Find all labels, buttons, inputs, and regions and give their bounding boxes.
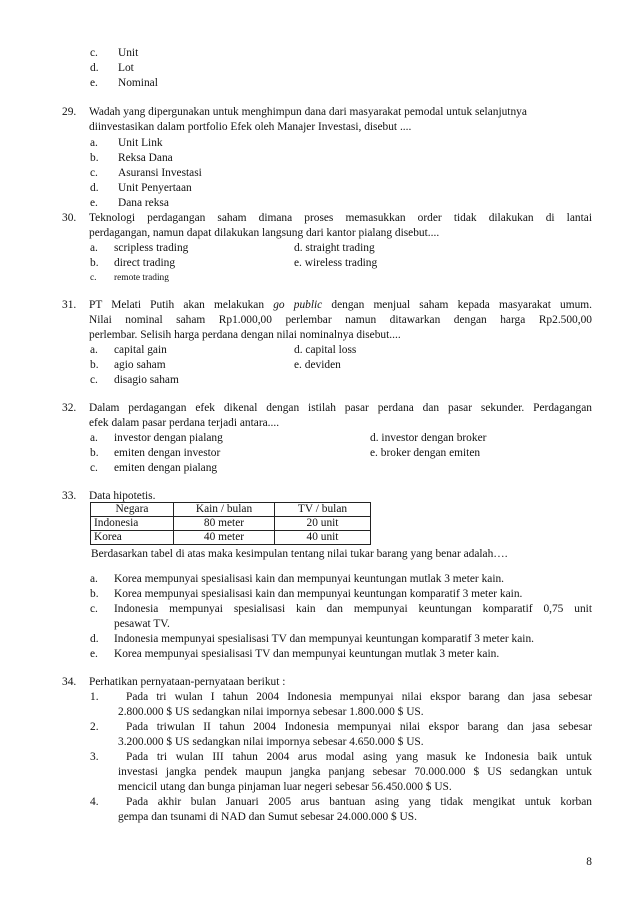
- question-text-part: PT Melati Putih akan melakukan: [89, 299, 265, 311]
- question-text-italic: go public: [273, 299, 323, 311]
- question-text: perdagangan, namun dapat dilakukan langsung dari kantor pialang disebut....: [89, 227, 440, 239]
- option-item: [370, 431, 486, 446]
- question-text: [89, 298, 592, 313]
- option-text: Unit Penyertaan: [118, 182, 192, 194]
- option-text: Korea mempunyai spesialisasi kain dan mempunyai keuntungan mutlak 3 meter kain.: [114, 573, 505, 585]
- option-letter: b.: [90, 257, 99, 269]
- data-table: [90, 502, 371, 545]
- table-header-row: [91, 503, 371, 517]
- statement-text: Pada tri wulan I tahun 2004 Indonesia mempunyai nilai ekspor barang dan jasa sebesar: [126, 691, 592, 703]
- option-letter: b.: [90, 447, 99, 459]
- option-letter: d.: [90, 62, 99, 74]
- page-number: 8: [586, 856, 592, 868]
- option-text: capital gain: [114, 344, 167, 356]
- option-item: [370, 446, 480, 461]
- question-number: 33.: [62, 490, 77, 502]
- option-text: investor dengan pialang: [114, 432, 223, 444]
- table-row: [91, 517, 371, 531]
- statement-text: gempa dan tsunami di NAD dan Sumut sebesar 24.000.000 $ US.: [118, 811, 417, 823]
- statement-text: Pada triwulan II tahun 2004 Indonesia mempunyai nilai ekspor barang dan jasa sebesar: [126, 721, 592, 733]
- question-text: Dalam perdagangan efek dikenal dengan istilah pasar perdana dan pasar sekunder. Perdagangan: [89, 402, 592, 414]
- question-number: 29.: [62, 106, 77, 118]
- option-text: emiten dengan investor: [114, 447, 221, 459]
- option-text: scripless trading: [114, 242, 189, 254]
- question-text: diinvestasikan dalam portfolio Efek oleh Manajer Investasi, disebut ....: [89, 121, 412, 133]
- option-text: Indonesia mempunyai spesialisasi kain dan mempunyai keuntungan komparatif 0,75 unit: [114, 603, 592, 615]
- option-letter: c.: [90, 273, 97, 283]
- question-text: Perhatikan pernyataan-pernyataan berikut :: [89, 676, 286, 688]
- option-letter: a.: [90, 573, 98, 585]
- question-text: perlembar. Selisih harga perdana dengan nilai nominalnya disebut....: [89, 329, 401, 341]
- option-text: Unit: [118, 47, 139, 59]
- option-text: Unit Link: [118, 137, 163, 149]
- statement-text: Pada tri wulan III tahun 2004 arus modal asing yang masuk ke Indonesia baik untuk: [126, 751, 592, 763]
- option-text: Lot: [118, 62, 134, 74]
- question-number: 34.: [62, 676, 77, 688]
- table-header-cell: Negara: [91, 503, 174, 517]
- question-text: Berdasarkan tabel di atas maka kesimpulan tentang nilai tukar barang yang benar adalah….: [91, 548, 508, 560]
- option-letter: e.: [294, 359, 302, 371]
- option-text: emiten dengan pialang: [114, 462, 218, 474]
- option-text: Dana reksa: [118, 197, 169, 209]
- option-item: [294, 343, 356, 358]
- option-text: remote trading: [114, 273, 169, 283]
- statement-number: 3.: [90, 751, 99, 763]
- option-letter: b.: [90, 588, 99, 600]
- statement-text: 3.200.000 $ US sedangkan nilai impornya sebesar 4.650.000 $ US.: [118, 736, 424, 748]
- option-text: broker dengan emiten: [380, 447, 481, 459]
- option-text: capital loss: [305, 344, 357, 356]
- question-number: 30.: [62, 212, 77, 224]
- option-text: pesawat TV.: [114, 618, 170, 630]
- option-letter: a.: [90, 242, 98, 254]
- question-text: Teknologi perdagangan saham dimana proses memasukkan order tidak dilakukan di lantai: [89, 212, 592, 224]
- question-number: 32.: [62, 402, 77, 414]
- option-letter: a.: [90, 137, 98, 149]
- statement-text: 2.800.000 $ US sedangkan nilai impornya sebesar 1.800.000 $ US.: [118, 706, 424, 718]
- table-cell: 80 meter: [174, 517, 275, 531]
- table-cell: Korea: [91, 531, 174, 545]
- option-text: direct trading: [114, 257, 176, 269]
- option-letter: a.: [90, 432, 98, 444]
- option-letter: c.: [90, 47, 98, 59]
- table-cell: Indonesia: [91, 517, 174, 531]
- option-text: Reksa Dana: [118, 152, 173, 164]
- option-text: agio saham: [114, 359, 166, 371]
- option-text: deviden: [304, 359, 341, 371]
- option-letter: b.: [90, 152, 99, 164]
- statement-text: mencicil utang dan bunga pinjaman luar negeri sebesar 56.450.000 $ US.: [118, 781, 452, 793]
- option-letter: d.: [294, 242, 303, 254]
- option-item: [294, 256, 377, 271]
- option-text: Nominal: [118, 77, 158, 89]
- option-text: [294, 241, 375, 256]
- option-letter: d.: [90, 182, 99, 194]
- question-text: Wadah yang dipergunakan untuk menghimpun dana dari masyarakat pemodal untuk selanjutnya: [89, 106, 527, 118]
- table-cell: 40 unit: [275, 531, 371, 545]
- option-text: straight trading: [305, 242, 375, 254]
- option-letter: e.: [90, 648, 98, 660]
- option-text: disagio saham: [114, 374, 179, 386]
- statement-number: 1.: [90, 691, 99, 703]
- option-text: investor dengan broker: [381, 432, 487, 444]
- question-text: Nilai nominal saham Rp1.000,00 perlembar namun ditawarkan dengan harga Rp2.500,00: [89, 314, 592, 326]
- table-header-cell: TV / bulan: [275, 503, 371, 517]
- option-letter: e.: [90, 197, 98, 209]
- statement-number: 2.: [90, 721, 99, 733]
- option-letter: e.: [90, 77, 98, 89]
- statement-text: investasi jangka pendek maupun jangka panjang sebesar 70.000.000 $ US sedangkan untuk: [118, 766, 592, 778]
- option-letter: c.: [90, 462, 98, 474]
- table-cell: 40 meter: [174, 531, 275, 545]
- question-text: efek dalam pasar perdana terjadi antara....: [89, 417, 280, 429]
- option-letter: e.: [370, 447, 378, 459]
- question-text-part: dengan menjual saham kepada masyarakat umum.: [331, 299, 592, 311]
- option-letter: e.: [294, 257, 302, 269]
- statement-number: 4.: [90, 796, 99, 808]
- option-letter: c.: [90, 603, 98, 615]
- table-row: [91, 531, 371, 545]
- table-cell: 20 unit: [275, 517, 371, 531]
- option-letter: d.: [294, 344, 303, 356]
- option-letter: a.: [90, 344, 98, 356]
- question-text: Data hipotetis.: [89, 490, 156, 502]
- question-number: 31.: [62, 299, 77, 311]
- option-text: wireless trading: [304, 257, 378, 269]
- option-letter: d.: [90, 633, 99, 645]
- option-text: Indonesia mempunyai spesialisasi TV dan mempunyai keuntungan komparatif 3 meter kain.: [114, 633, 534, 645]
- option-letter: b.: [90, 359, 99, 371]
- option-text: Asuransi Investasi: [118, 167, 202, 179]
- option-text: Korea mempunyai spesialisasi TV dan mempunyai keuntungan mutlak 3 meter kain.: [114, 648, 500, 660]
- statement-text: Pada akhir bulan Januari 2005 arus bantuan asing yang tidak mengikat untuk korban: [126, 796, 592, 808]
- table-header-cell: Kain / bulan: [174, 503, 275, 517]
- option-letter: d.: [370, 432, 379, 444]
- option-text: Korea mempunyai spesialisasi kain dan mempunyai keuntungan komparatif 3 meter kain.: [114, 588, 523, 600]
- option-letter: c.: [90, 167, 98, 179]
- option-item: [294, 358, 341, 373]
- option-letter: c.: [90, 374, 98, 386]
